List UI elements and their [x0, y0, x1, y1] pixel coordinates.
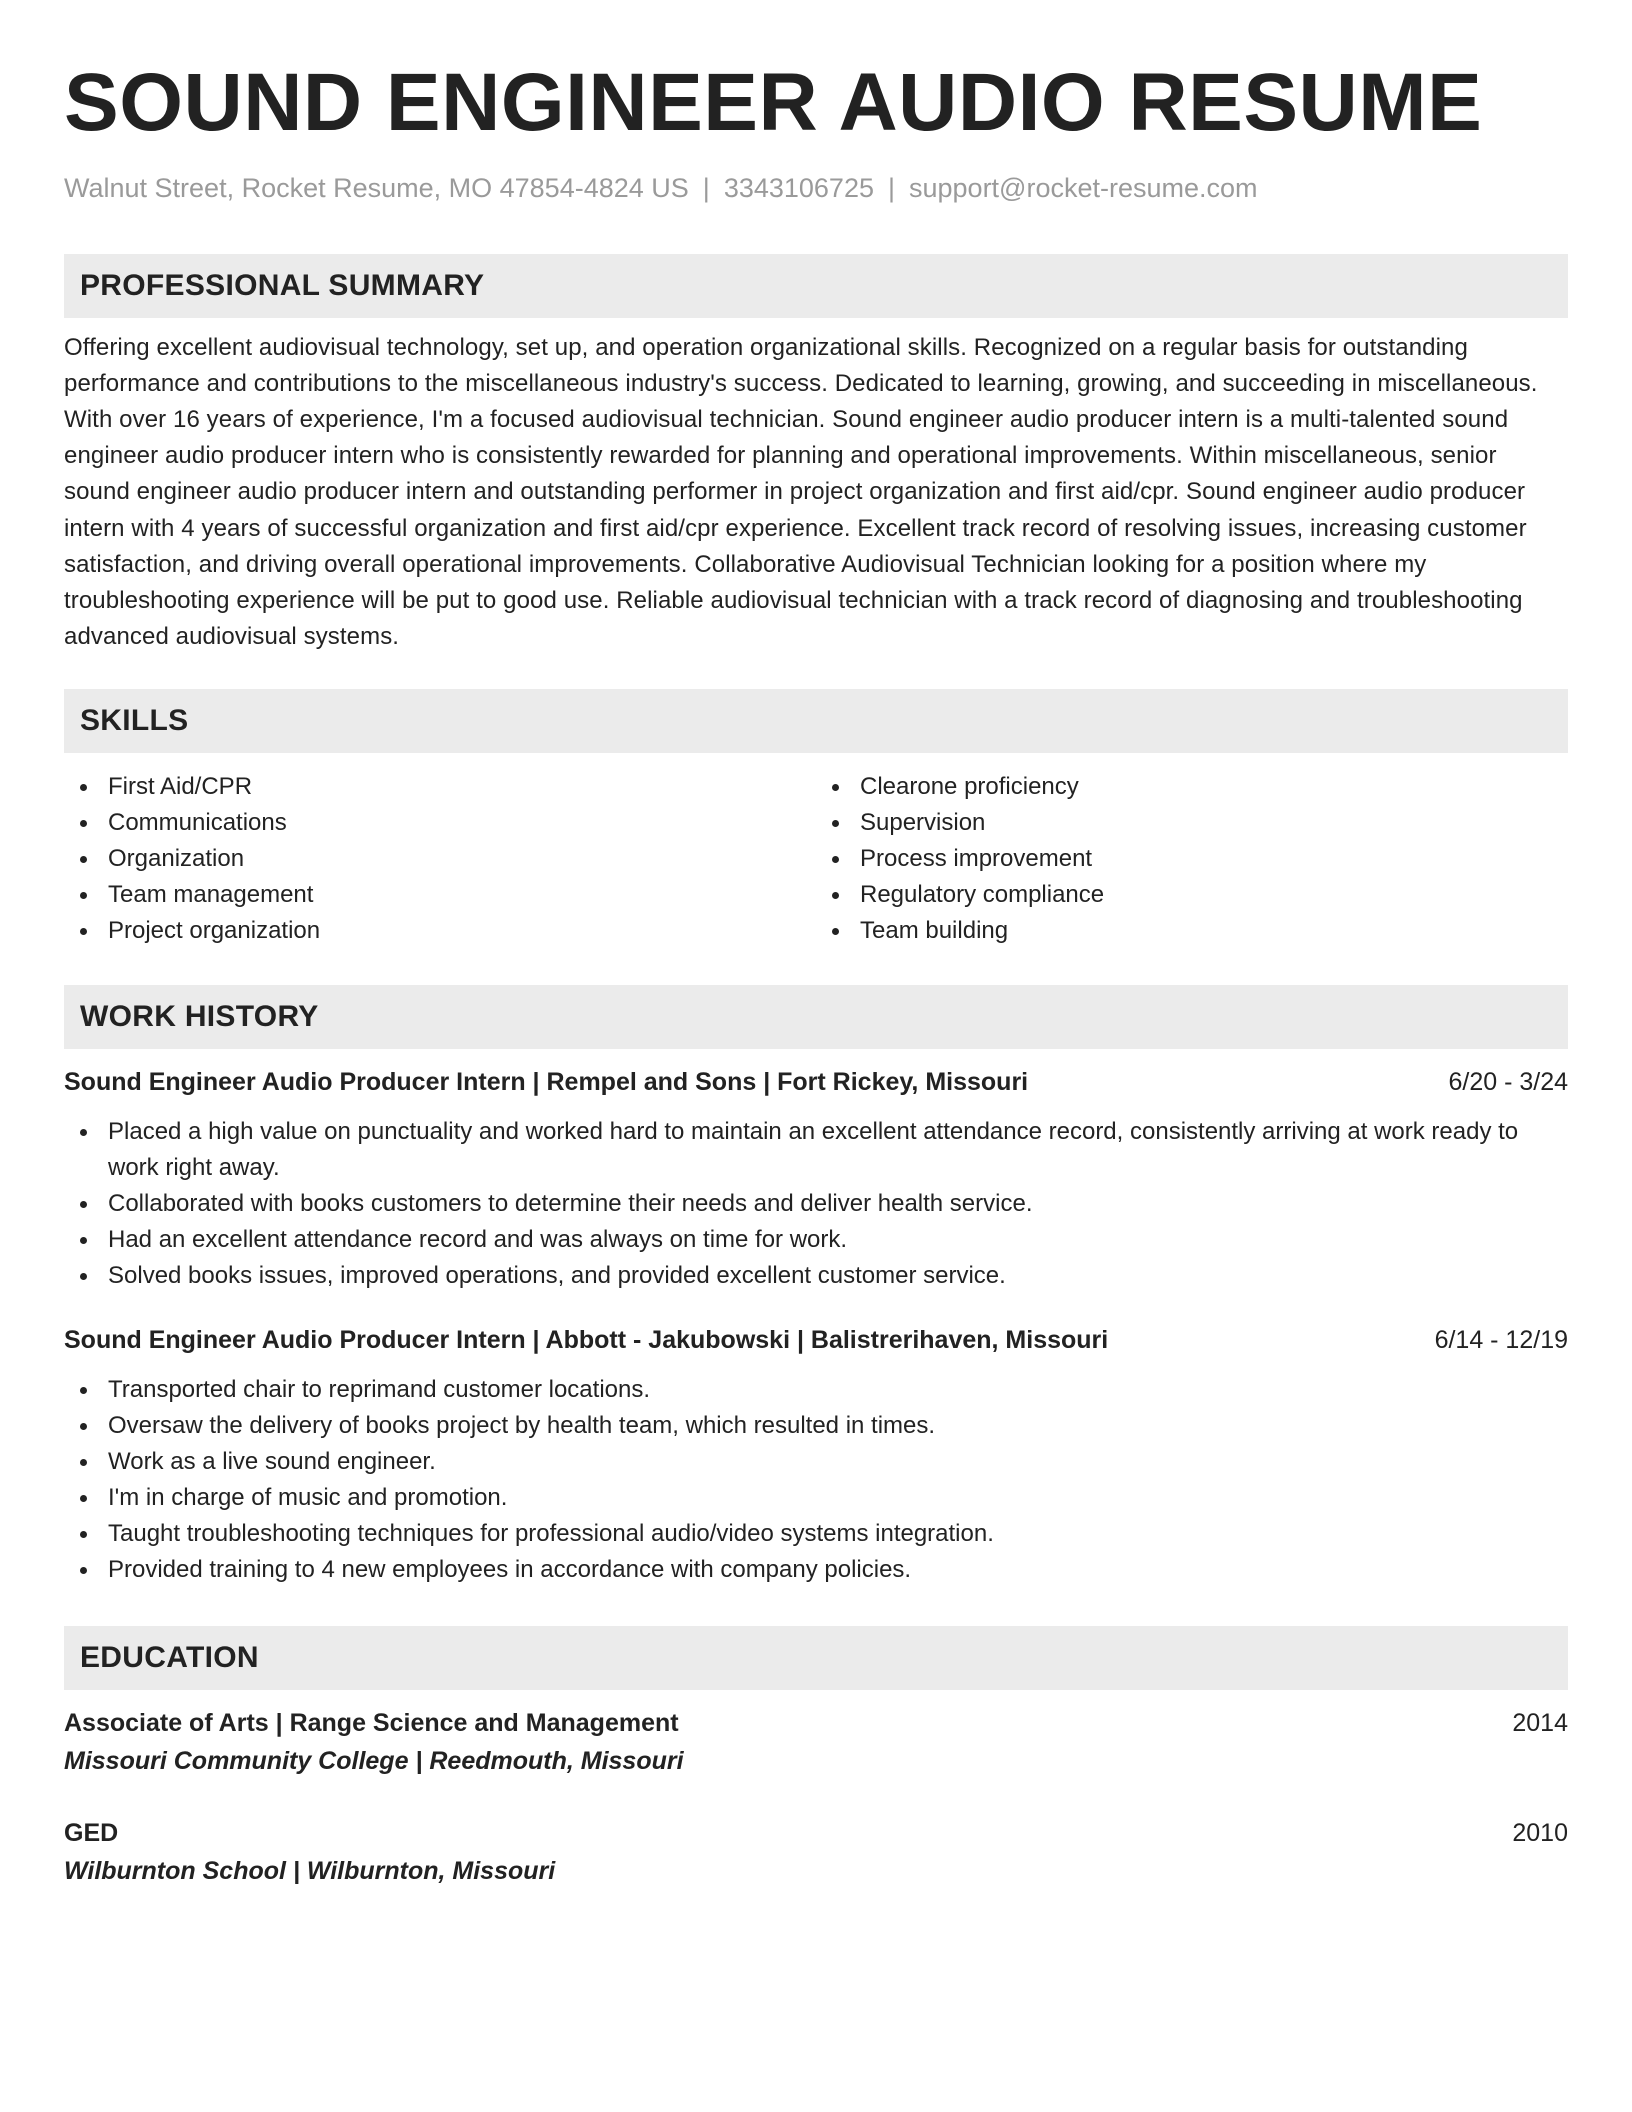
skill-item: Process improvement: [816, 841, 1568, 877]
skill-item: Regulatory compliance: [816, 877, 1568, 913]
section-header-education: [64, 1626, 1568, 1690]
section-title: WORK HISTORY: [80, 1000, 319, 1034]
summary-text: Offering excellent audiovisual technology, set up, and operation organizational skills. Recognized on a regular basis for outstanding performance and contributions to the miscellaneous industry's success. Dedicated to learning, growing, and succeeding in miscellaneous. With over 16 years of experience, I'm a focused audiovisual technician. Sound engineer audio producer intern is a multi-talented sound engineer audio producer intern who is consistently rewarded for planning and operational improvements. Within miscellaneous, senior sound engineer audio producer intern and outstanding performer in project organization and first aid/cpr. Sound engineer audio producer intern with 4 years of successful organization and first aid/cpr experience. Excellent track record of resolving issues, increasing customer satisfaction, and driving overall operational improvements. Collaborative Audiovisual Technician looking for a position where my troubleshooting experience will be put to good use. Reliable audiovisual technician with a track record of diagnosing and troubleshooting advanced audiovisual systems.: [64, 333, 1538, 651]
contact-separator: |: [702, 173, 710, 204]
contact-separator: |: [887, 173, 895, 204]
contact-email[interactable]: support@rocket-resume.com: [909, 173, 1258, 204]
skill-item: Team management: [64, 877, 816, 913]
job-bullet: Solved books issues, improved operations, and provided excellent customer service.: [64, 1258, 1568, 1294]
skill-item: Communications: [64, 805, 816, 841]
education-year: 2010: [1512, 1819, 1568, 1848]
section-header-summary: [64, 254, 1568, 318]
education-header: [64, 1705, 1568, 1741]
section-title: EDUCATION: [80, 1641, 259, 1675]
section-title: PROFESSIONAL SUMMARY: [80, 268, 485, 302]
job-header: [64, 1322, 1568, 1358]
skills-grid: [64, 769, 1568, 949]
skills-column-right: [816, 769, 1568, 949]
education-school: Missouri Community College | Reedmouth, Missouri: [64, 1747, 684, 1776]
skill-item: Supervision: [816, 805, 1568, 841]
job-bullet: Provided training to 4 new employees in accordance with company policies.: [64, 1552, 1568, 1588]
job-bullets: [64, 1114, 1568, 1294]
contact-line: [64, 172, 1568, 204]
job-bullets: [64, 1372, 1568, 1588]
resume-title: SOUND ENGINEER AUDIO RESUME: [64, 57, 1483, 148]
skill-item: Project organization: [64, 913, 816, 949]
skill-item: Clearone proficiency: [816, 769, 1568, 805]
section-title: SKILLS: [80, 704, 189, 738]
education-school: Wilburnton School | Wilburnton, Missouri: [64, 1857, 556, 1886]
job-bullet: Work as a live sound engineer.: [64, 1444, 1568, 1480]
job-bullet: Had an excellent attendance record and was always on time for work.: [64, 1222, 1568, 1258]
job-header: [64, 1064, 1568, 1100]
contact-phone: 3343106725: [723, 173, 874, 204]
job-bullet: Placed a high value on punctuality and worked hard to maintain an excellent attendance record, consistently arriving at work ready to work right away.: [64, 1114, 1568, 1186]
job-title: Sound Engineer Audio Producer Intern | Abbott - Jakubowski | Balistrerihaven, Missouri: [64, 1326, 1109, 1355]
job-title: Sound Engineer Audio Producer Intern | Rempel and Sons | Fort Rickey, Missouri: [64, 1068, 1029, 1097]
section-header-work-history: [64, 985, 1568, 1049]
job-bullet: I'm in charge of music and promotion.: [64, 1480, 1568, 1516]
job-bullet: Collaborated with books customers to determine their needs and deliver health service.: [64, 1186, 1568, 1222]
skill-item: Organization: [64, 841, 816, 877]
job-bullet: Oversaw the delivery of books project by health team, which resulted in times.: [64, 1408, 1568, 1444]
job-bullet: Taught troubleshooting techniques for professional audio/video systems integration.: [64, 1516, 1568, 1552]
education-degree: GED: [64, 1819, 119, 1848]
education-year: 2014: [1512, 1709, 1568, 1738]
skill-item: Team building: [816, 913, 1568, 949]
job-dates: 6/20 - 3/24: [1448, 1068, 1568, 1097]
skill-item: First Aid/CPR: [64, 769, 816, 805]
section-header-skills: [64, 689, 1568, 753]
education-degree: Associate of Arts | Range Science and Management: [64, 1709, 679, 1738]
contact-address: Walnut Street, Rocket Resume, MO 47854-4824 US: [64, 173, 689, 204]
skills-column-left: [64, 769, 816, 949]
job-dates: 6/14 - 12/19: [1434, 1326, 1568, 1355]
education-header: [64, 1815, 1568, 1851]
job-bullet: Transported chair to reprimand customer locations.: [64, 1372, 1568, 1408]
